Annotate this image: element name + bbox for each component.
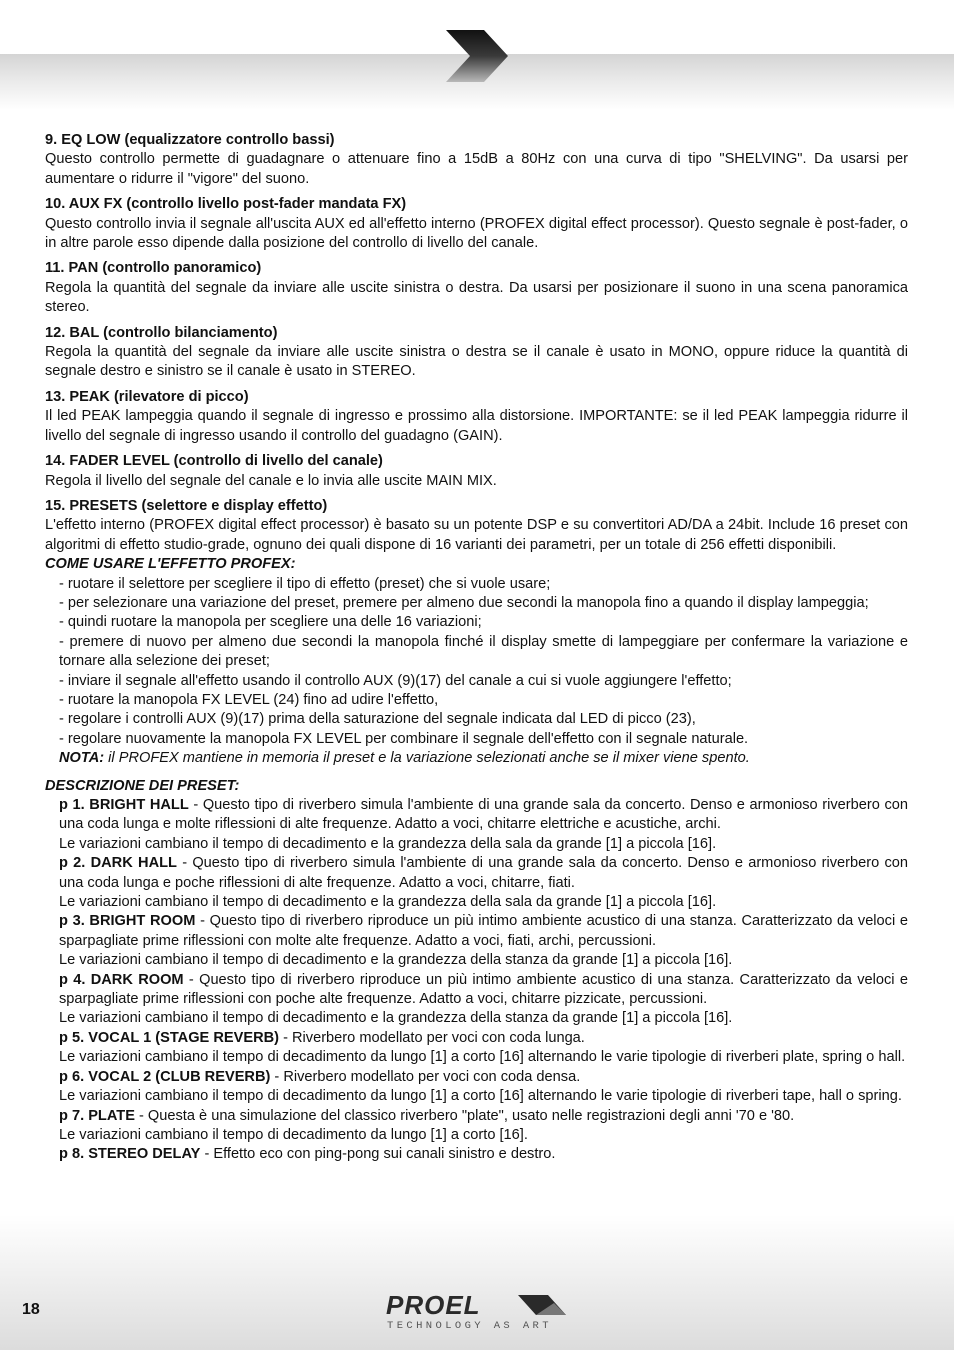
howto-title: COME USARE L'EFFETTO PROFEX: <box>45 556 296 573</box>
preset-desc: - Riverbero modellato per voci con coda densa. <box>270 1068 581 1085</box>
logo-tagline: TECHNOLOGY AS ART <box>387 1320 552 1332</box>
preset-variation: Le variazioni cambiano il tempo di decadimento e la grandezza della sala da grande [1] a piccola [16]. <box>59 894 717 911</box>
section-title: 12. BAL (controllo bilanciamento) <box>45 324 278 341</box>
section-text: Regola il livello del segnale del canale e lo invia alle uscite MAIN MIX. <box>45 472 497 489</box>
page-number: 18 <box>22 1301 40 1318</box>
list-item: - premere di nuovo per almeno due secondi la manopola finché il display smette di lampeggiare per confermare la variazione e tornare alla selezione dei preset; <box>59 633 908 670</box>
preset-desc: - Questo tipo di riverbero simula l'ambiente di una grande sala da concerto. Denso e armonioso riverbero con una coda lunga e poche riflessioni di alte frequenze. Adatto a voci, chitarre, fiati. <box>59 855 908 891</box>
list-item <box>59 1107 908 1126</box>
chevron-right-icon <box>440 28 512 84</box>
preset-name: p 8. STEREO DELAY <box>59 1146 201 1163</box>
preset-variation: Le variazioni cambiano il tempo di decadimento e la grandezza della stanza da grande [1] a piccola [16]. <box>59 1010 733 1027</box>
note-label: NOTA: <box>59 750 105 767</box>
note <box>45 749 908 768</box>
list-item: - quindi ruotare la manopola per scegliere una delle 16 variazioni; <box>59 614 482 631</box>
preset-desc: - Questa è una simulazione del classico riverbero "plate", usato nelle registrazioni degli anni '70 e '80. <box>134 1107 795 1124</box>
list-item <box>59 971 908 1010</box>
section-presets <box>45 497 908 769</box>
preset-variation: Le variazioni cambiano il tempo di decadimento e la grandezza della sala da grande [1] a piccola [16]. <box>59 835 717 852</box>
list-item <box>59 1029 908 1048</box>
list-item: - per selezionare una variazione del preset, premere per almeno due secondi la manopola fino a quando il display lampeggia; <box>59 594 869 611</box>
manual-content <box>45 131 908 1165</box>
preset-name: p 2. DARK HALL <box>59 855 177 872</box>
section-text: Regola la quantità del segnale da inviare alle uscite sinistra o destra se il canale è usato in MONO, oppure riduce la quantità di segnale destro e sinistro se il canale è usato in STEREO. <box>45 344 908 380</box>
logo-mark-icon <box>518 1293 568 1317</box>
list-item: - ruotare il selettore per scegliere il tipo di effetto (preset) che si vuole usare; <box>59 575 551 592</box>
section-eq-low <box>45 131 908 189</box>
list-item <box>59 1145 908 1164</box>
preset-name: p 7. PLATE <box>59 1107 135 1124</box>
preset-list <box>45 796 908 1165</box>
list-item: - regolare i controlli AUX (9)(17) prima della saturazione del segnale indicata dal LED di picco (23), <box>59 711 696 728</box>
list-item: - inviare il segnale all'effetto usando il controllo AUX (9)(17) del canale a cui si vuole aggiungere l'effetto; <box>59 672 732 689</box>
section-title: 13. PEAK (rilevatore di picco) <box>45 388 249 405</box>
preset-desc: - Questo tipo di riverbero riproduce un più intimo ambiente acustico di una stanza. Caratterizzato da veloci e sparpagliate prime riflessioni con poche alte frequenze. Adatto a voci, chitarre pizzicate, percussioni. <box>59 971 908 1008</box>
preset-name: p 4. DARK ROOM <box>59 971 184 988</box>
howto-steps <box>45 575 908 750</box>
preset-name: p 1. BRIGHT HALL <box>59 797 189 813</box>
logo-brand: PROEL <box>386 1290 481 1320</box>
section-peak <box>45 388 908 446</box>
section-title: 10. AUX FX (controllo livello post-fader mandata FX) <box>45 196 407 213</box>
preset-descriptions-title: DESCRIZIONE DEI PRESET: <box>45 777 240 794</box>
section-title: 14. FADER LEVEL (controllo di livello del canale) <box>45 453 383 470</box>
list-item <box>59 796 908 835</box>
preset-variation: Le variazioni cambiano il tempo di decadimento e la grandezza della stanza da grande [1] a piccola [16]. <box>59 952 733 969</box>
preset-name: p 6. VOCAL 2 (CLUB REVERB) <box>59 1068 271 1085</box>
section-aux-fx <box>45 195 908 253</box>
section-text: L'effetto interno (PROFEX digital effect processor) è basato su un potente DSP e su convertitori AD/DA a 24bit. Include 16 preset con algoritmi di effetto studio-grade, ognuno dei quali dispone di 16 varianti dei parametri, per un totale di 256 effetti disponibili. <box>45 517 908 553</box>
preset-desc: - Questo tipo di riverbero simula l'ambiente di una grande sala da concerto. Denso e armonioso riverbero con una coda lunga e molte riflessioni di alte frequenze. Adatto a voci, chitarre elettriche e acustiche, archi. <box>59 797 908 833</box>
section-text: Il led PEAK lampeggia quando il segnale di ingresso e prossimo alla distorsione. IMPORTANTE: se il led PEAK lampeggia ridurre il livello del segnale di ingresso usando il controllo del guadagno (GAIN). <box>45 408 908 444</box>
section-pan <box>45 259 908 317</box>
section-title: 15. PRESETS (selettore e display effetto) <box>45 497 328 514</box>
list-item <box>59 1068 908 1087</box>
preset-name: p 3. BRIGHT ROOM <box>59 913 196 930</box>
preset-variation: Le variazioni cambiano il tempo di decadimento da lungo [1] a corto [16]. <box>59 1126 528 1143</box>
section-bal <box>45 324 908 382</box>
list-item <box>59 912 908 951</box>
section-text: Questo controllo permette di guadagnare o attenuare fino a 15dB a 80Hz con una curva di tipo "SHELVING". Da usarsi per aumentare o ridurre il "vigore" del suono. <box>45 151 908 187</box>
proel-logo <box>386 1290 571 1336</box>
section-text: Regola la quantità del segnale da inviare alle uscite sinistra o destra. Da usarsi per posizionare il suono in una scena panoramica stereo. <box>45 279 908 316</box>
preset-variation: Le variazioni cambiano il tempo di decadimento da lungo [1] a corto [16] alternando le varie tipologie di riverberi tape, hall o spring. <box>59 1088 902 1105</box>
section-preset-descriptions <box>45 777 908 1165</box>
section-title: 9. EQ LOW (equalizzatore controllo bassi) <box>45 132 335 148</box>
preset-desc: - Questo tipo di riverbero riproduce un più intimo ambiente acustico di una stanza. Caratterizzato da veloci e sparpagliate prime riflessioni con molte alte frequenze. Adatto a voci, fiati, archi, percussioni. <box>59 913 908 949</box>
preset-variation: Le variazioni cambiano il tempo di decadimento da lungo [1] a corto [16] alternando le varie tipologie di riverberi plate, spring o hall. <box>59 1049 906 1066</box>
list-item <box>59 854 908 893</box>
preset-desc: - Effetto eco con ping-pong sui canali sinistro e destro. <box>200 1146 556 1163</box>
section-title: 11. PAN (controllo panoramico) <box>45 260 262 277</box>
preset-name: p 5. VOCAL 1 (STAGE REVERB) <box>59 1029 280 1046</box>
list-item: - ruotare la manopola FX LEVEL (24) fino ad udire l'effetto, <box>59 691 439 708</box>
note-text: il PROFEX mantiene in memoria il preset e la variazione selezionati anche se il mixer viene spento. <box>104 750 750 767</box>
section-fader-level <box>45 452 908 491</box>
section-text: Questo controllo invia il segnale all'uscita AUX ed all'effetto interno (PROFEX digital effect processor). Questo segnale è post-fader, o in altre parole esso dipende dalla posizione del controllo di livello del canale. <box>45 215 908 252</box>
list-item: - regolare nuovamente la manopola FX LEVEL per combinare il segnale dell'effetto con il segnale naturale. <box>59 730 749 747</box>
preset-desc: - Riverbero modellato per voci con coda lunga. <box>279 1029 585 1046</box>
